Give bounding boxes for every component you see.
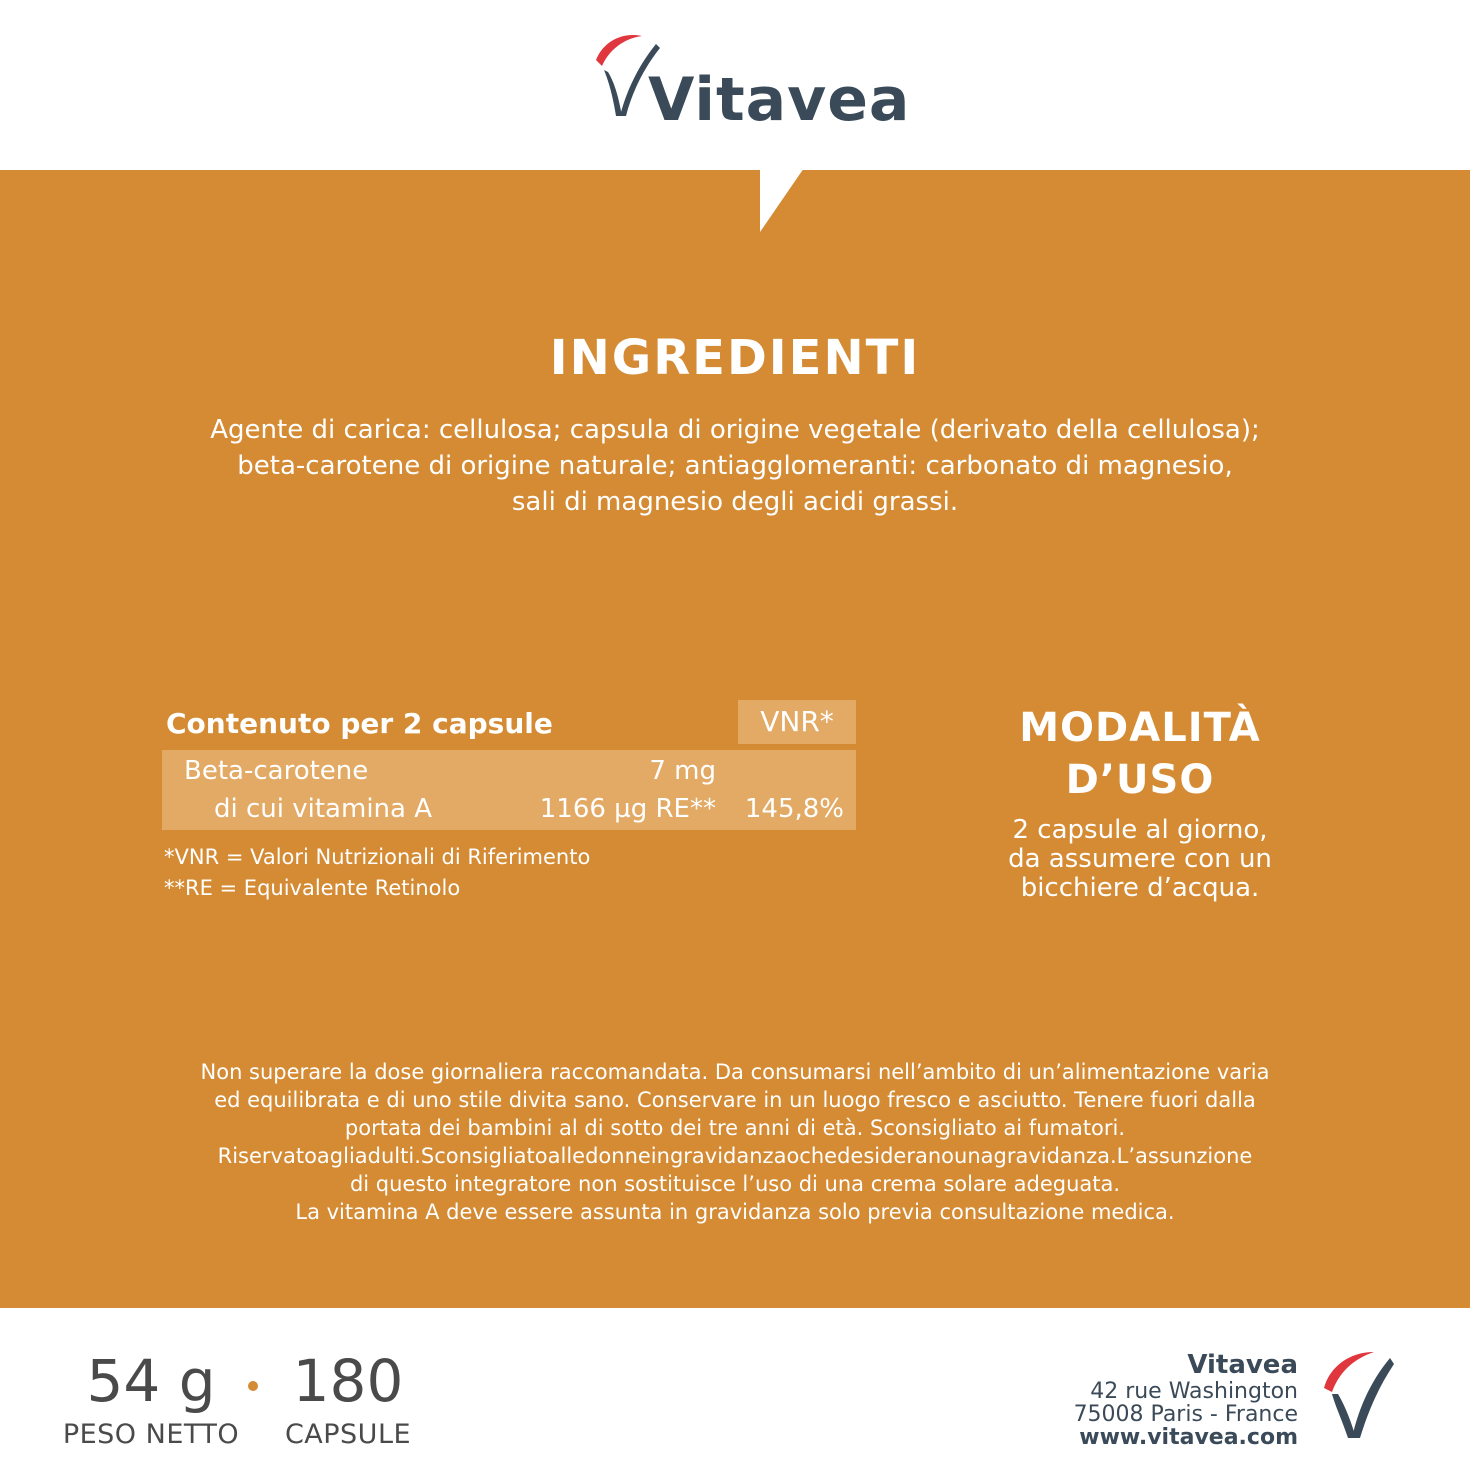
address-city: 75008 Paris - France (1073, 1402, 1298, 1427)
usage-section (960, 702, 1320, 903)
usage-text (960, 816, 1320, 903)
table-row (162, 752, 856, 790)
ingredients-line: beta-carotene di origine naturale; antiagglomeranti: carbonato di magnesio, (237, 451, 1233, 481)
table-row (162, 790, 856, 828)
warning-line: Non superare la dose giornaliera raccomandata. Da consumarsi nell’ambito di un’alimentazione varia (200, 1060, 1270, 1084)
ingredients-text (150, 412, 1320, 520)
ingredients-line: Agente di carica: cellulosa; capsula di origine vegetale (derivato della cellulosa); (210, 415, 1260, 445)
nutrient-amount: 1166 µg RE** (539, 794, 716, 824)
warnings-text (150, 1058, 1320, 1226)
usage-line: 2 capsule al giorno, (1012, 815, 1268, 845)
ingredients-title: INGREDIENTI (549, 330, 921, 386)
usage-title-line: MODALITÀ (1019, 705, 1261, 751)
footnote: *VNR = Valori Nutrizionali di Riferimento (164, 845, 591, 869)
company-address (1074, 1350, 1298, 1449)
footnote: **RE = Equivalente Retinolo (164, 876, 461, 900)
net-weight-value: 54 g (86, 1347, 216, 1415)
warning-line: di questo integratore non sostituisce l’uso di una crema solare adeguata. (349, 1172, 1121, 1196)
usage-title (960, 702, 1320, 806)
product-stats (56, 1348, 456, 1458)
capsule-count-label: CAPSULE (284, 1419, 412, 1450)
capsule-count-value: 180 (292, 1347, 404, 1415)
logo-wordmark: Vitavea (648, 65, 911, 135)
warning-line: ed equilibrata e di uno stile divita sano. Conservare in un luogo fresco e asciutto. Tenere fuori dalla (214, 1088, 1256, 1112)
nutrition-notes (164, 842, 590, 904)
warning-line: La vitamina A deve essere assunta in gravidanza solo previa consultazione medica. (295, 1200, 1175, 1224)
ingredients-line: sali di magnesio degli acidi grassi. (511, 487, 959, 517)
vitavea-logo (590, 30, 911, 135)
nutrition-table (162, 700, 856, 900)
website-link[interactable]: www.vitavea.com (1079, 1425, 1298, 1450)
speech-notch-icon (760, 168, 804, 232)
usage-line: da assumere con un (1008, 844, 1272, 874)
vnr-header: VNR* (738, 700, 856, 744)
company-name: Vitavea (1187, 1350, 1298, 1380)
nutrition-header-row (162, 700, 856, 748)
nutrition-body (162, 750, 856, 830)
usage-line: bicchiere d’acqua. (1020, 873, 1260, 903)
nutrient-name: Beta-carotene (184, 756, 369, 786)
info-panel (0, 170, 1470, 1308)
nutrient-amount: 7 mg (649, 756, 716, 786)
address-street: 42 rue Washington (1090, 1379, 1298, 1404)
separator-dot-icon (248, 1381, 258, 1391)
header (0, 0, 1470, 170)
usage-title-line: D’USO (1065, 757, 1215, 803)
nutrition-header-label: Contenuto per 2 capsule (166, 707, 553, 740)
warning-line: portata dei bambini al di sotto dei tre anni di età. Sconsigliato ai fumatori. (344, 1116, 1126, 1140)
vitavea-v-mark-icon (1318, 1346, 1398, 1442)
net-weight-label: PESO NETTO (62, 1419, 240, 1450)
capsule-count (278, 1348, 418, 1452)
nutrient-vnr: 145,8% (744, 794, 844, 824)
nutrient-name: di cui vitamina A (214, 794, 433, 824)
warning-line: Riservatoagliadulti.Sconsigliatoalledonneingravidanzaochedesideranounagravidanza.L’assunzione (217, 1144, 1253, 1168)
net-weight (56, 1348, 246, 1452)
